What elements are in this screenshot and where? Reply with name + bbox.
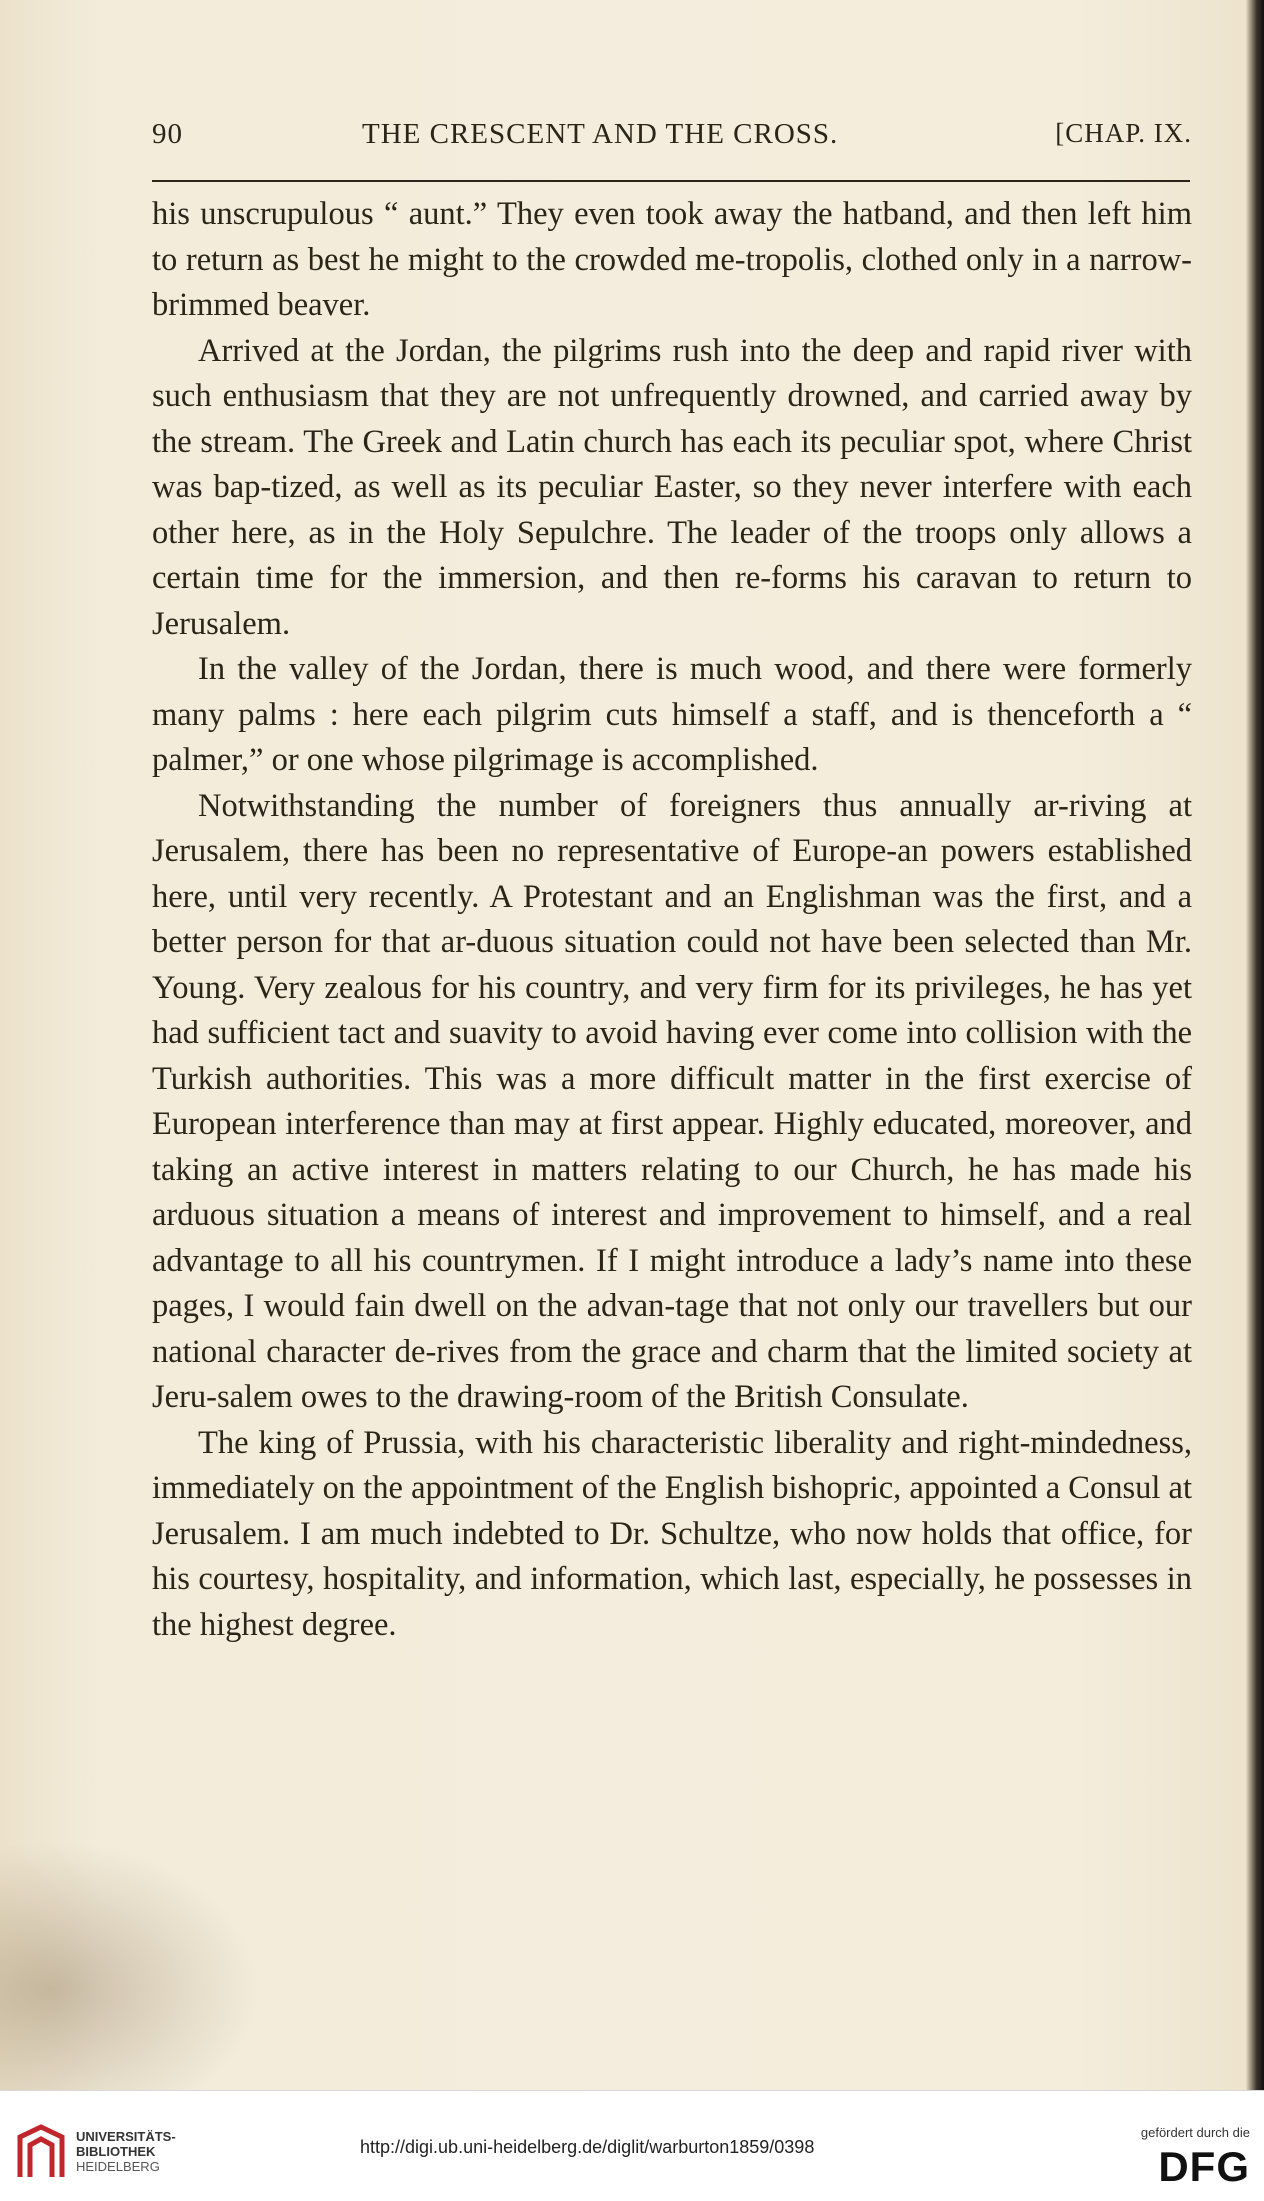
header-rule xyxy=(152,180,1190,182)
page-number: 90 xyxy=(152,118,183,150)
paragraph-4: Notwithstanding the number of foreigners thus annually ar-riving at Jerusalem, there has been no representative of Europe-an powers established here, until very recently. A Protestant and an Englishman was the first, and a better person for that ar-duous situation could not have been selected than Mr. Young. Very zealous for his country, and very firm for its privileges, he has yet had sufficient tact and suavity to avoid having ever come into collision with the Turkish authorities. This was a more difficult matter in the first exercise of European interference than may at first appear. Highly educated, moreover, and taking an active interest in matters relating to our Church, he has made his arduous situation a means of interest and improvement to himself, and a real advantage to all his countrymen. If I might introduce a lady’s name into these pages, I would fain dwell on the advan-tage that not only our travellers but our national character de-rives from the grace and charm that the limited society at Jeru-salem owes to the drawing-room of the British Consulate. xyxy=(152,787,1192,1415)
paragraph-3: In the valley of the Jordan, there is much wood, and there were formerly many palms : here each pilgrim cuts himself a staff, and is thenceforth a “ palmer,” or one whose pilgrimage is accomplished. xyxy=(152,651,1192,778)
paragraph-2: Arrived at the Jordan, the pilgrims rush into the deep and rapid river with such enthusiasm that they are not unfrequently drowned, and carried away by the stream. The Greek and Latin church has each its peculiar spot, where Christ was bap-tized, as well as its peculiar Easter, so they never interfere with each other here, as in the Holy Sepulchre. The leader of the troops only allows a certain time for the immersion, and then re-forms his caravan to return to Jerusalem. xyxy=(152,332,1192,642)
running-title: THE CRESCENT AND THE CROSS. xyxy=(362,118,839,150)
library-name: UNIVERSITÄTS- BIBLIOTHEK HEIDELBERG xyxy=(76,2129,176,2174)
body-text xyxy=(152,192,1192,1648)
library-logo-icon xyxy=(14,2123,68,2183)
funding-caption: gefördert durch die xyxy=(1140,2125,1250,2140)
paragraph-5: The king of Prussia, with his characteristic liberality and right-mindedness, immediately on the appointment of the English bishopric, appointed a Consul at Jerusalem. I am much indebted to Dr. Schultze, who now holds that office, for his courtesy, hospitality, and information, which last, especially, he possesses in the highest degree. xyxy=(152,1424,1192,1643)
chapter-label: [CHAP. IX. xyxy=(1055,118,1192,148)
page-stain xyxy=(0,1840,260,2090)
digitization-footer xyxy=(0,2090,1264,2201)
paragraph-1: his unscrupulous “ aunt.” They even took away the hatband, and then left him to return as best he might to the crowded me-tropolis, clothed only in a narrow-brimmed beaver. xyxy=(152,196,1192,323)
binding-edge xyxy=(1246,0,1264,2090)
dfg-logo: DFG xyxy=(1158,2143,1250,2190)
permalink[interactable]: http://digi.ub.uni-heidelberg.de/diglit/warburton1859/0398 xyxy=(360,2137,815,2157)
running-head xyxy=(152,118,1192,168)
